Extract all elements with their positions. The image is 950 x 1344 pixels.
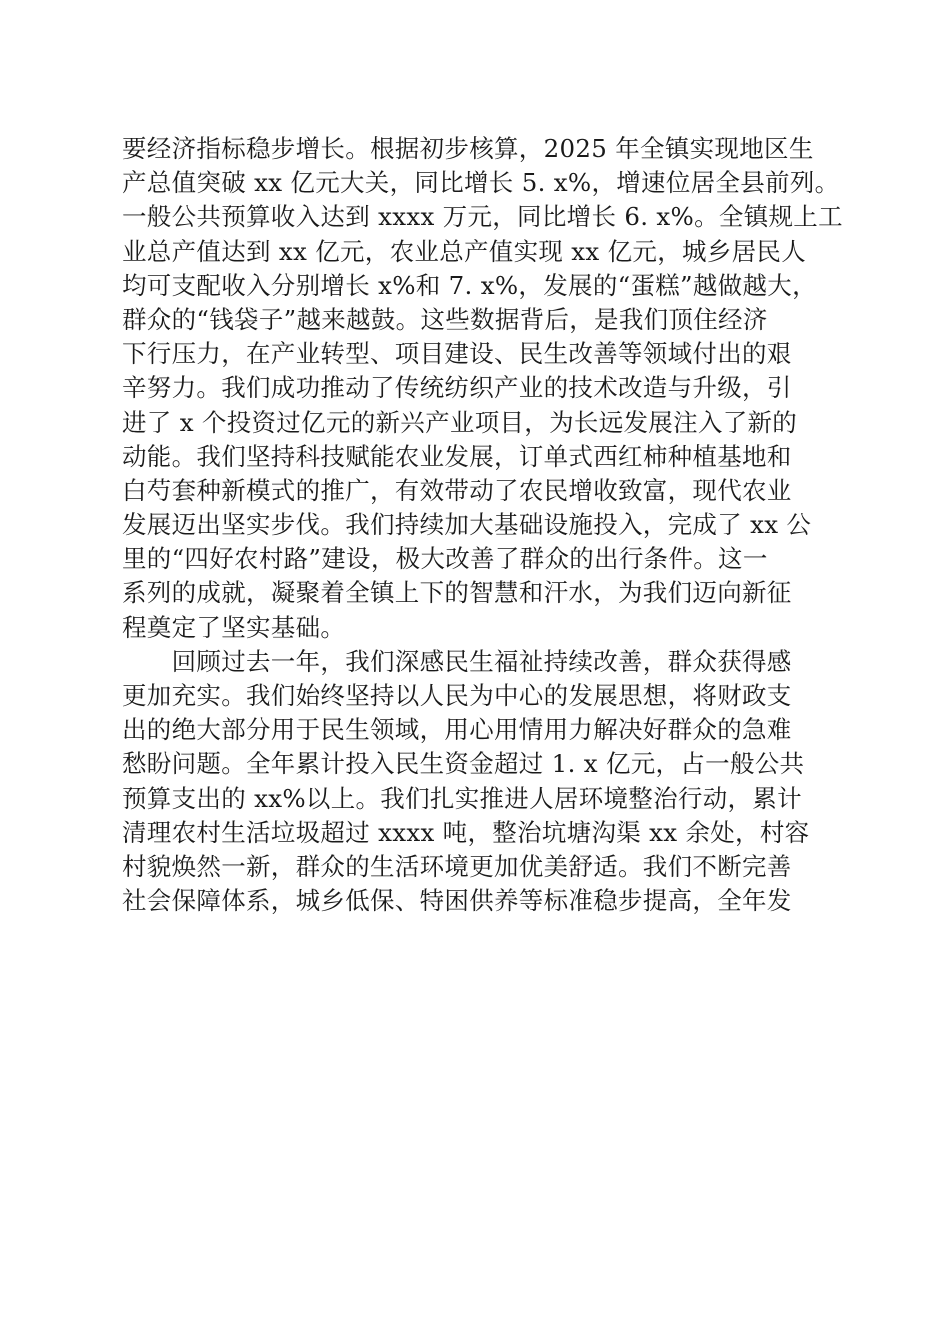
text-line: 里的“四好农村路”建设，极大改善了群众的出行条件。这一 [122,544,768,574]
text-line: 一般公共预算收入达到 xxxx 万元，同比增长 6. x%。全镇规上工 [122,202,843,232]
body-text [122,132,842,918]
text-line: 更加充实。我们始终坚持以人民为中心的发展思想，将财政支 [122,681,792,710]
text-line: 动能。我们坚持科技赋能农业发展，订单式西红柿种植基地和 [122,441,792,471]
text-line: 发展迈出坚实步伐。我们持续加大基础设施投入，完成了 xx 公 [122,510,812,540]
text-line: 社会保障体系，城乡低保、特困供养等标准稳步提高，全年发 [122,886,792,916]
text-line: 均可支配收入分别增长 x%和 7. x%，发展的“蛋糕”越做越大， [122,270,817,300]
text-line: 辛努力。我们成功推动了传统纺织产业的技术改造与升级，引 [122,373,792,403]
text-line: 预算支出的 xx%以上。我们扎实推进人居环境整治行动，累计 [122,783,802,813]
text-line: 产总值突破 xx 亿元大关，同比增长 5. x%，增速位居全县前列。 [122,168,840,198]
text-line: 群众的“钱袋子”越来越鼓。这些数据背后，是我们顶住经济 [122,304,768,334]
text-line: 系列的成就，凝聚着全镇上下的智慧和汗水，为我们迈向新征 [122,578,792,608]
paragraph-2 [122,645,842,919]
text-line: 程奠定了坚实基础。 [122,612,346,642]
text-line: 出的绝大部分用于民生领域，用心用情用力解决好群众的急难 [122,715,792,745]
text-line: 要经济指标稳步增长。根据初步核算，2025 年全镇实现地区生 [122,134,814,163]
text-line: 村貌焕然一新，群众的生活环境更加优美舒适。我们不断完善 [122,851,792,881]
text-line: 愁盼问题。全年累计投入民生资金超过 1. x 亿元，占一般公共 [122,749,805,779]
paragraph-1 [122,132,842,645]
text-line: 业总产值达到 xx 亿元，农业总产值实现 xx 亿元，城乡居民人 [122,236,807,266]
text-line: 回顾过去一年，我们深感民生福祉持续改善，群众获得感 [122,646,792,676]
text-line: 清理农村生活垃圾超过 xxxx 吨，整治坑塘沟渠 xx 余处，村容 [122,817,810,847]
text-line: 白芍套种新模式的推广，有效带动了农民增收致富，现代农业 [122,475,792,505]
text-line: 下行压力，在产业转型、项目建设、民生改善等领域付出的艰 [122,339,792,369]
text-line: 进了 x 个投资过亿元的新兴产业项目，为长远发展注入了新的 [122,407,798,437]
